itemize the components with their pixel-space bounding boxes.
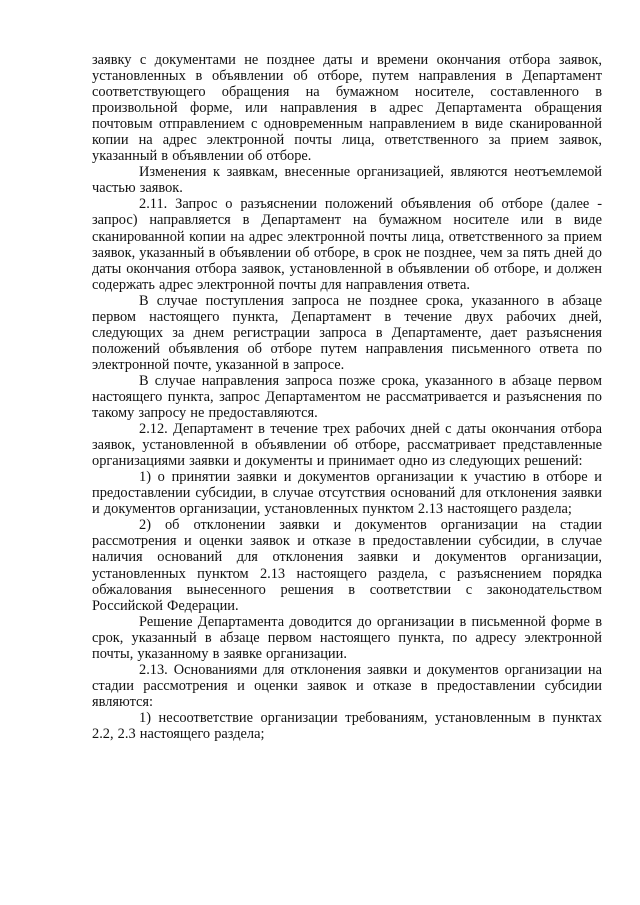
paragraph-2-12: 2.12. Департамент в течение трех рабочих дней с даты окончания отбора заявок, установленной в объявлении об отборе, рассматривает представленные организациями заявки и документы и принимает одно из следующих решений:: [92, 421, 602, 470]
paragraph-2-13: 2.13. Основаниями для отклонения заявки и документов организации на стадии рассмотрения и оценки заявок и отказе в предоставлении субсидии являются:: [92, 661, 602, 710]
list-item-2: 2) об отклонении заявки и документов организации на стадии рассмотрения и оценки заявок и отказе в предоставлении субсидии, в случае наличия оснований для отклонения заявки и документов организации, установленных пунктом 2.13 настоящего раздела, с разъяснением порядка обжалования вынесенного решения в соответствии с законодательством Российской Федерации.: [92, 517, 602, 614]
paragraph-changes: Изменения к заявкам, внесенные организацией, являются неотъемлемой частью заявок.: [92, 164, 602, 197]
paragraph-continuation: заявку с документами не позднее даты и времени окончания отбора заявок, установленных в объявлении об отборе, путем направления в Департамент соответствующего обращения на бумажном носителе, составленного в произвольной форме, или направления в адрес Департамента обращения почтовым отправлением с одновременным направлением в виде сканированной копии на адрес электронной почты лица, ответственного за прием заявок, указанный в объявлении об отборе.: [92, 52, 602, 165]
paragraph-request-in-time: В случае поступления запроса не позднее срока, указанного в абзаце первом настоящего пункта, Департамент в течение двух рабочих дней, следующих за днем регистрации запроса в Департаменте, дает разъяснения положений объявления об отборе путем направления письменного ответа по электронной почте, указанной в запросе.: [92, 292, 602, 373]
document-body: [92, 52, 602, 742]
list-item-1: 1) о принятии заявки и документов организации к участию в отборе и предоставлении субсидии, в случае отсутствия оснований для отклонения заявки и документов организации, установленных пунктом 2.13 настоящего раздела;: [92, 469, 602, 518]
paragraph-2-11: 2.11. Запрос о разъяснении положений объявления об отборе (далее - запрос) направляется в Департамент на бумажном носителе или в виде сканированной копии на адрес электронной почты лица, ответственного за прием заявок, указанный в объявлении об отборе, в срок не позднее, чем за пять дней до даты окончания отбора заявок, установленной в объявлении об отборе, и должен содержать адрес электронной почты для направления ответа.: [92, 196, 602, 293]
paragraph-request-late: В случае направления запроса позже срока, указанного в абзаце первом настоящего пункта, запрос Департаментом не рассматривается и разъяснения по такому запросу не предоставляются.: [92, 372, 602, 422]
list-item-2-13-1: 1) несоответствие организации требованиям, установленным в пунктах 2.2, 2.3 настоящего раздела;: [92, 709, 602, 742]
paragraph-decision-notice: Решение Департамента доводится до организации в письменной форме в срок, указанный в абзаце первом настоящего пункта, по адресу электронной почты, указанному в заявке организации.: [92, 613, 602, 662]
